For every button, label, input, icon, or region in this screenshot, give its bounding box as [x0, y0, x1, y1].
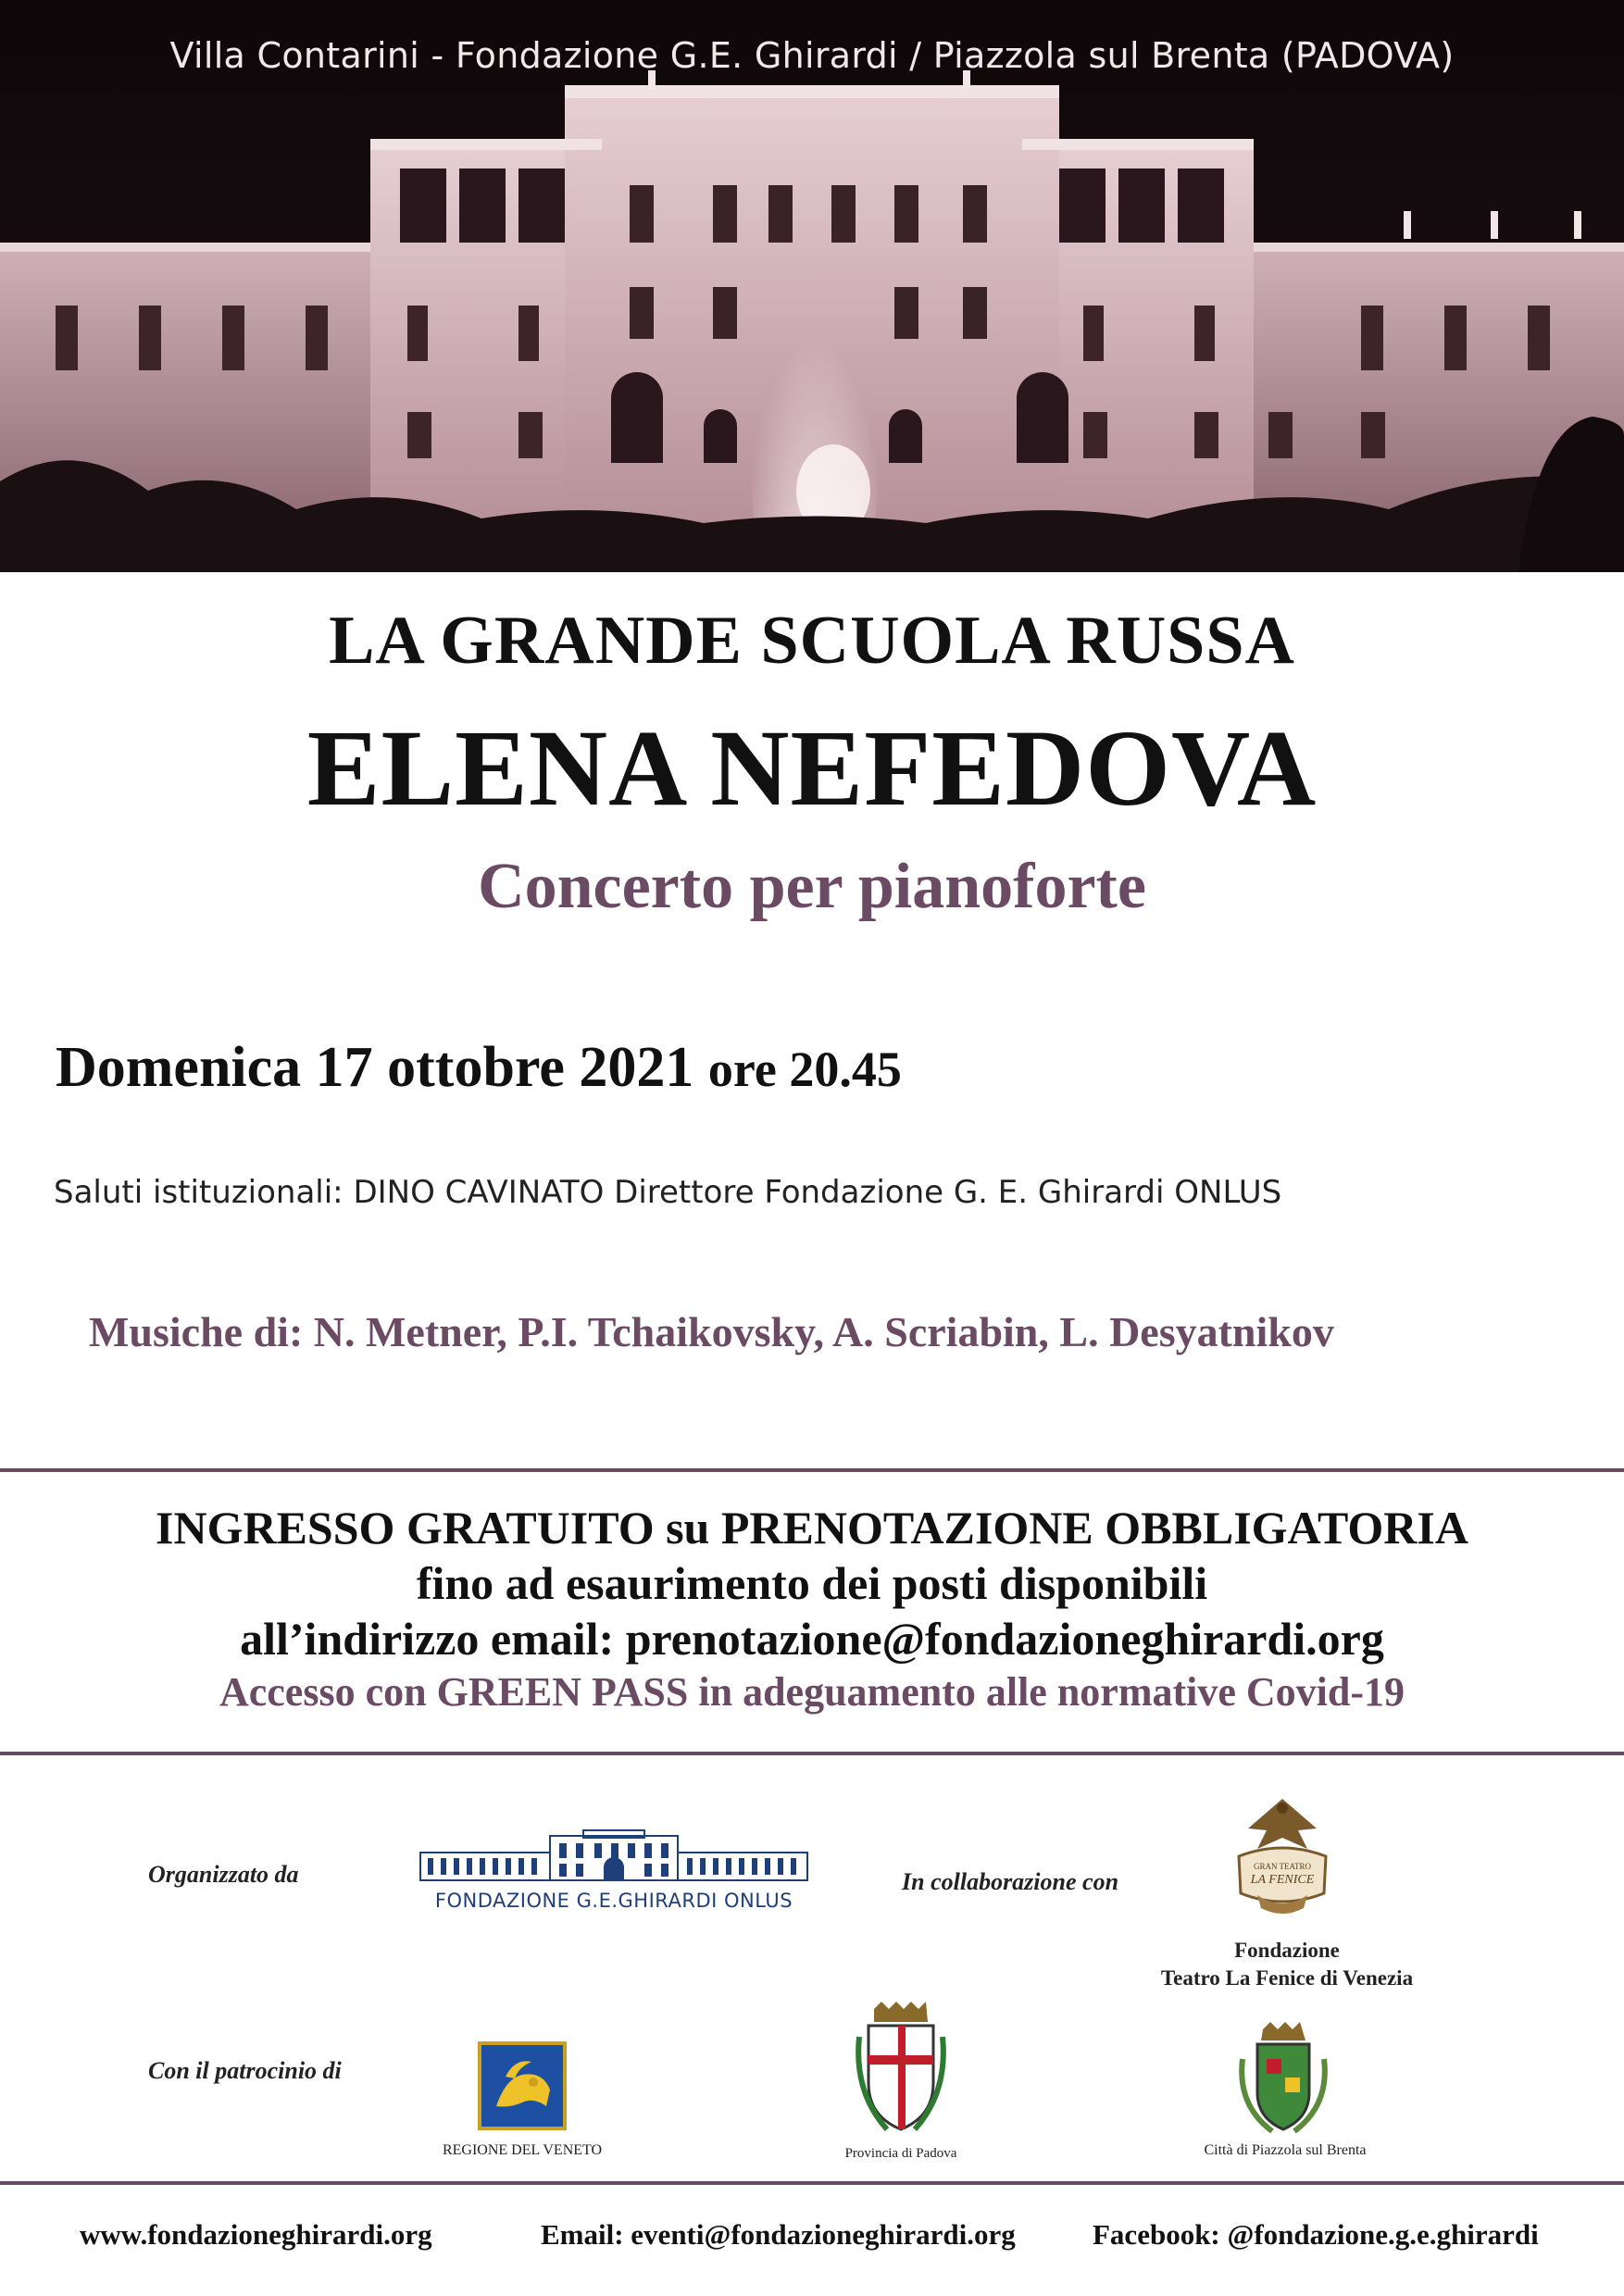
booking-free-entry: INGRESSO GRATUITO su PRENOTAZIONE OBBLIGATORIA: [156, 1502, 1468, 1554]
footer-facebook-link[interactable]: Facebook: @fondazione.g.e.ghirardi: [1093, 2218, 1539, 2251]
event-time: ore 20.45: [707, 1042, 902, 1097]
phoenix-emblem-icon: [1220, 1791, 1344, 1921]
provincia-padova-logo: [850, 2000, 952, 2139]
la-fenice-caption-line1: Fondazione: [1234, 1939, 1340, 1962]
divider-top: [0, 1468, 1624, 1472]
booking-email: all’indirizzo email: prenotazione@fondazioneghirardi.org: [240, 1613, 1384, 1665]
patronage-label: Con il patrocinio di: [148, 2057, 342, 2084]
villa-contarini-illustration: [0, 0, 1624, 572]
lion-of-st-mark-icon: [478, 2041, 567, 2130]
provincia-padova-caption: Provincia di Padova: [844, 2146, 957, 2161]
regione-veneto-logo: [478, 2041, 567, 2130]
collaboration-label: In collaborazione con: [902, 1868, 1119, 1895]
piazzola-coat-of-arms-icon: [1231, 2022, 1335, 2137]
footer-email-link[interactable]: Email: eventi@fondazioneghirardi.org: [541, 2218, 1016, 2251]
padova-coat-of-arms-icon: [850, 2000, 952, 2139]
institutional-greetings: Saluti istituzionali: DINO CAVINATO Direttore Fondazione G. E. Ghirardi ONLUS: [54, 1174, 1282, 1211]
concert-subtitle: Concerto per pianoforte: [478, 851, 1146, 922]
piazzola-caption: Città di Piazzola sul Brenta: [1204, 2142, 1367, 2158]
footer-website-link[interactable]: www.fondazioneghirardi.org: [80, 2218, 432, 2251]
fondazione-ghirardi-name: FONDAZIONE G.E.GHIRARDI ONLUS: [434, 1890, 793, 1912]
booking-info: [0, 1500, 1624, 1718]
la-fenice-caption-line2: Teatro La Fenice di Venezia: [1160, 1966, 1414, 1990]
la-fenice-logo-text-2: LA FENICE: [1250, 1873, 1315, 1887]
la-fenice-logo: [1220, 1791, 1344, 1921]
booking-green-pass: Accesso con GREEN PASS in adeguamento alle normative Covid-19: [219, 1669, 1405, 1715]
divider-bottom: [0, 2181, 1624, 2185]
divider-middle: [0, 1752, 1624, 1755]
event-date: Domenica 17 ottobre 2021: [56, 1036, 694, 1099]
piazzola-logo: [1231, 2022, 1335, 2137]
la-fenice-logo-text-1: GRAN TEATRO: [1253, 1862, 1312, 1871]
series-title: LA GRANDE SCUOLA RUSSA: [329, 603, 1295, 679]
regione-veneto-caption: REGIONE DEL VENETO: [442, 2142, 603, 2158]
event-date-time: [56, 1035, 902, 1101]
composers-line: Musiche di: N. Metner, P.I. Tchaikovsky, A. Scriabin, L. Desyatnikov: [89, 1308, 1334, 1355]
organized-by-label: Organizzato da: [148, 1861, 299, 1888]
la-fenice-caption: [1093, 1937, 1481, 1992]
fondazione-ghirardi-logo: [418, 1828, 809, 1921]
booking-availability: fino ad esaurimento dei posti disponibili: [416, 1557, 1208, 1609]
villa-photo: [0, 0, 1624, 572]
venue-caption: Villa Contarini - Fondazione G.E. Ghirardi / Piazzola sul Brenta (PADOVA): [169, 35, 1455, 76]
villa-outline-icon: [418, 1828, 809, 1886]
performer-name: ELENA NEFEDOVA: [306, 707, 1318, 829]
